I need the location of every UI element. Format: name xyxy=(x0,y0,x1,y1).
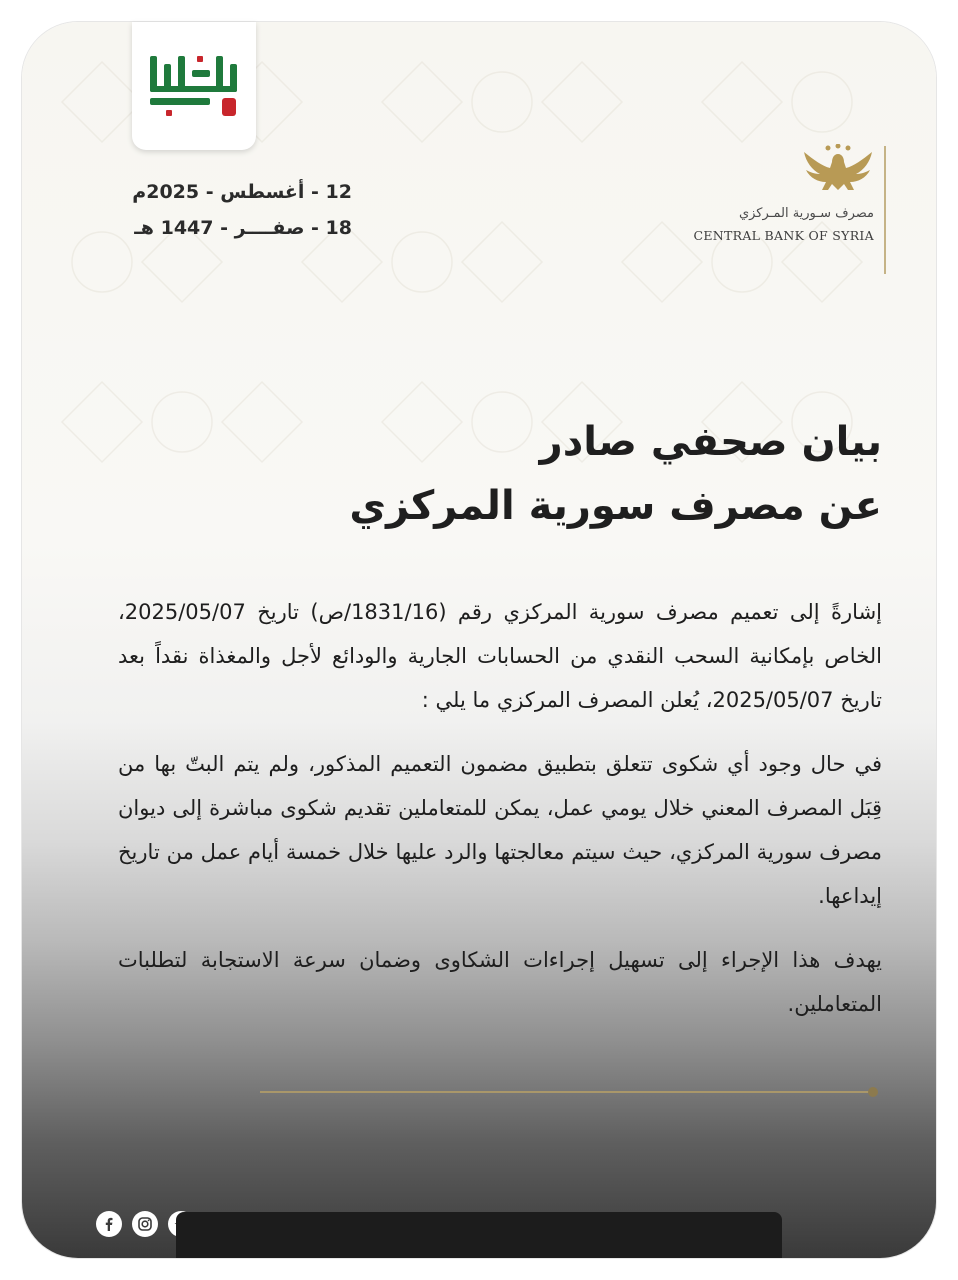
bank-logo-divider xyxy=(884,146,886,274)
newspaper-logo-badge xyxy=(132,22,256,150)
statement-title xyxy=(322,410,882,538)
title-line-1: بيان صحفي صادر xyxy=(539,419,882,465)
title-line-2: عن مصرف سورية المركزي xyxy=(349,483,882,529)
bank-name-arabic: مصرف سـورية المـركزي xyxy=(738,206,874,221)
gregorian-date: 12 - أغسطس - 2025م xyxy=(132,181,352,203)
facebook-icon[interactable] xyxy=(96,1211,122,1237)
bank-name-english: CENTRAL BANK OF SYRIA xyxy=(693,228,874,243)
divider-dot xyxy=(868,1087,878,1097)
instagram-icon[interactable] xyxy=(132,1211,158,1237)
bottom-overlay-tab xyxy=(176,1212,782,1258)
aljamaheer-logo-icon xyxy=(142,52,246,122)
statement-card xyxy=(22,22,936,1258)
eagle-emblem-icon xyxy=(800,144,876,202)
badge-logo-text: الجماهير xyxy=(194,118,198,119)
statement-body xyxy=(118,590,882,1046)
central-bank-logo xyxy=(692,142,892,282)
hijri-date: 18 - صفــــر - 1447 هـ xyxy=(134,217,352,239)
body-paragraph-1: إشارةً إلى تعميم مصرف سورية المركزي رقم (1831/16/ص) تاريخ 2025/05/07، الخاص بإمكانية السحب النقدي من الحسابات الجارية والودائع لأجل والمغذاة نقداً بعد تاريخ 2025/05/07، يُعلن المصرف المركزي ما يلي : xyxy=(118,600,883,712)
date-block xyxy=(112,174,352,246)
body-paragraph-3: يهدف هذا الإجراء إلى تسهيل إجراءات الشكاوى وضمان سرعة الاستجابة لتطلبات المتعاملين. xyxy=(118,948,882,1016)
divider-line xyxy=(260,1091,874,1093)
body-paragraph-2: في حال وجود أي شكوى تتعلق بتطبيق مضمون التعميم المذكور، ولم يتم البتّ بها من قِبَل المصرف المعني خلال يومي عمل، يمكن للمتعاملين تقديم شكوى مباشرة إلى ديوان مصرف سورية المركزي، حيث سيتم معالجتها والرد عليها خلال خمسة أيام عمل من تاريخ إيداعها. xyxy=(118,752,882,908)
